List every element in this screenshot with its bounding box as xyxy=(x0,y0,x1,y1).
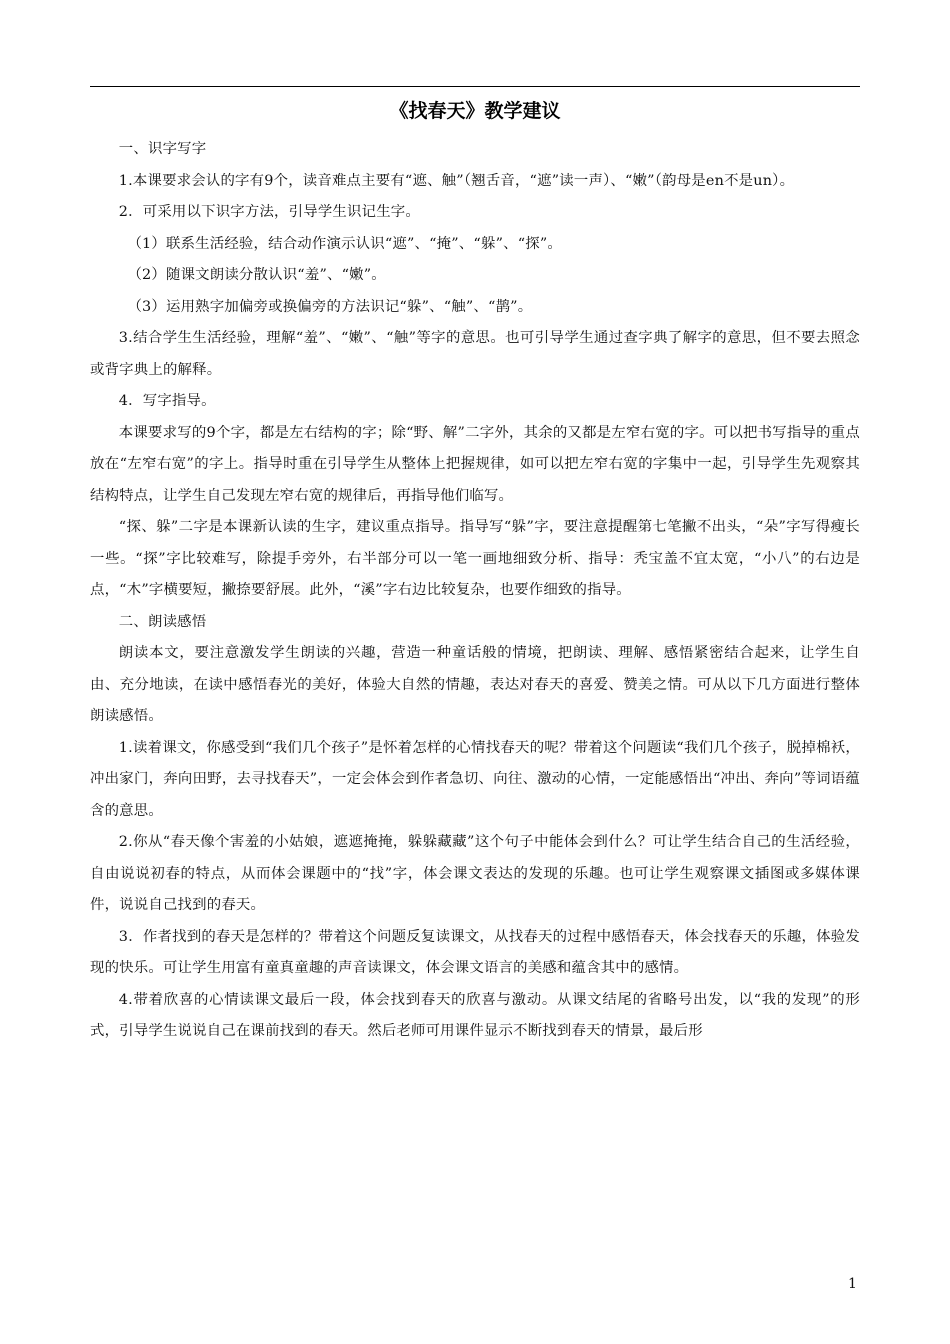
list-item: （3）运用熟字加偏旁或换偏旁的方法识记“躲”、“触”、“鹊”。 xyxy=(127,298,533,315)
paragraph: “探、躲”二字是本课新认读的生字，建议重点指导。指导写“躲”字，要注意提醒第七笔撇不出头，“朵”字写得瘦长一些。“探”字比较难写，除提手旁外，右半部分可以一笔一画地细致分析、指导：秃宝盖不宜太宽，“小八”的右边是点，“木”字横要短，撇捺要舒展。此外，“溪”字右边比较复杂，也要作细致的指导。 xyxy=(90,519,860,598)
list-item: （2）随课文朗读分散认识“羞”、“嫩”。 xyxy=(127,267,386,283)
paragraph: 3．作者找到的春天是怎样的？带着这个问题反复读课文，从找春天的过程中感悟春天，体会找春天的乐趣，体验发现的快乐。可让学生用富有童真童趣的声音读课文，体会课文语言的美感和蕴含其中的感情。 xyxy=(90,928,860,976)
paragraph: 4.带着欣喜的心情读课文最后一段，体会找到春天的欣喜与激动。从课文结尾的省略号出发，以“我的发现”的形式，引导学生说说自己在课前找到的春天。然后老师可用课件显示不断找到春天的情景，最后形 xyxy=(90,991,860,1039)
page-number: 1 xyxy=(848,1276,857,1292)
section-heading-literacy: 一、识字写字 xyxy=(118,141,207,157)
paragraph: 1.本课要求会认的字有9个，读音难点主要有“遮、触”（翘舌音，“遮”读一声）、“嫩”（韵母是en不是un）。 xyxy=(118,172,795,189)
paragraph: 2.你从“春天像个害羞的小姑娘，遮遮掩掩，躲躲藏藏”这个句子中能体会到什么？可让学生结合自己的生活经验，自由说说初春的特点，从而体会课题中的“找”字，体会课文表达的发现的乐趣。也可让学生观察课文插图或多媒体课件，说说自己找到的春天。 xyxy=(90,834,860,913)
paragraph: 朗读本文，要注意激发学生朗读的兴趣，营造一种童话般的情境，把朗读、理解、感悟紧密结合起来，让学生自由、充分地读，在读中感悟春光的美好，体验大自然的情趣，表达对春天的喜爱、赞美之情。可从以下几方面进行整体朗读感悟。 xyxy=(90,645,860,724)
paragraph: 2．可采用以下识字方法，引导学生识记生字。 xyxy=(118,204,420,220)
section-heading-reading: 二、朗读感悟 xyxy=(118,613,207,630)
paragraph: 本课要求写的9个字，都是左右结构的字；除“野、解”二字外，其余的又都是左窄右宽的字。可以把书写指导的重点放在“左窄右宽”的字上。指导时重在引导学生从整体上把握规律，如可以把左窄右宽的字集中一起，引导学生先观察其结构特点，让学生自己发现左窄右宽的规律后，再指导他们临写。 xyxy=(90,424,860,504)
header-rule xyxy=(90,86,860,87)
list-item: （1）联系生活经验，结合动作演示认识“遮”、“掩”、“躲”、“探”。 xyxy=(127,235,563,252)
paragraph: 4．写字指导。 xyxy=(118,393,216,409)
paragraph: 3.结合学生生活经验，理解“羞”、“嫩”、“触”等字的意思。也可引导学生通过查字典了解字的意思，但不要去照念或背字典上的解释。 xyxy=(90,330,860,378)
paragraph: 1.读着课文，你感受到“我们几个孩子”是怀着怎样的心情找春天的呢？带着这个问题读“我们几个孩子，脱掉棉袄，冲出家门，奔向田野，去寻找春天”，一定会体会到作者急切、向往、激动的心情，一定能感悟出“冲出、奔向”等词语蕴含的意思。 xyxy=(90,739,860,819)
document-body xyxy=(90,134,860,1048)
page-title: 《找春天》教学建议 xyxy=(389,100,561,122)
